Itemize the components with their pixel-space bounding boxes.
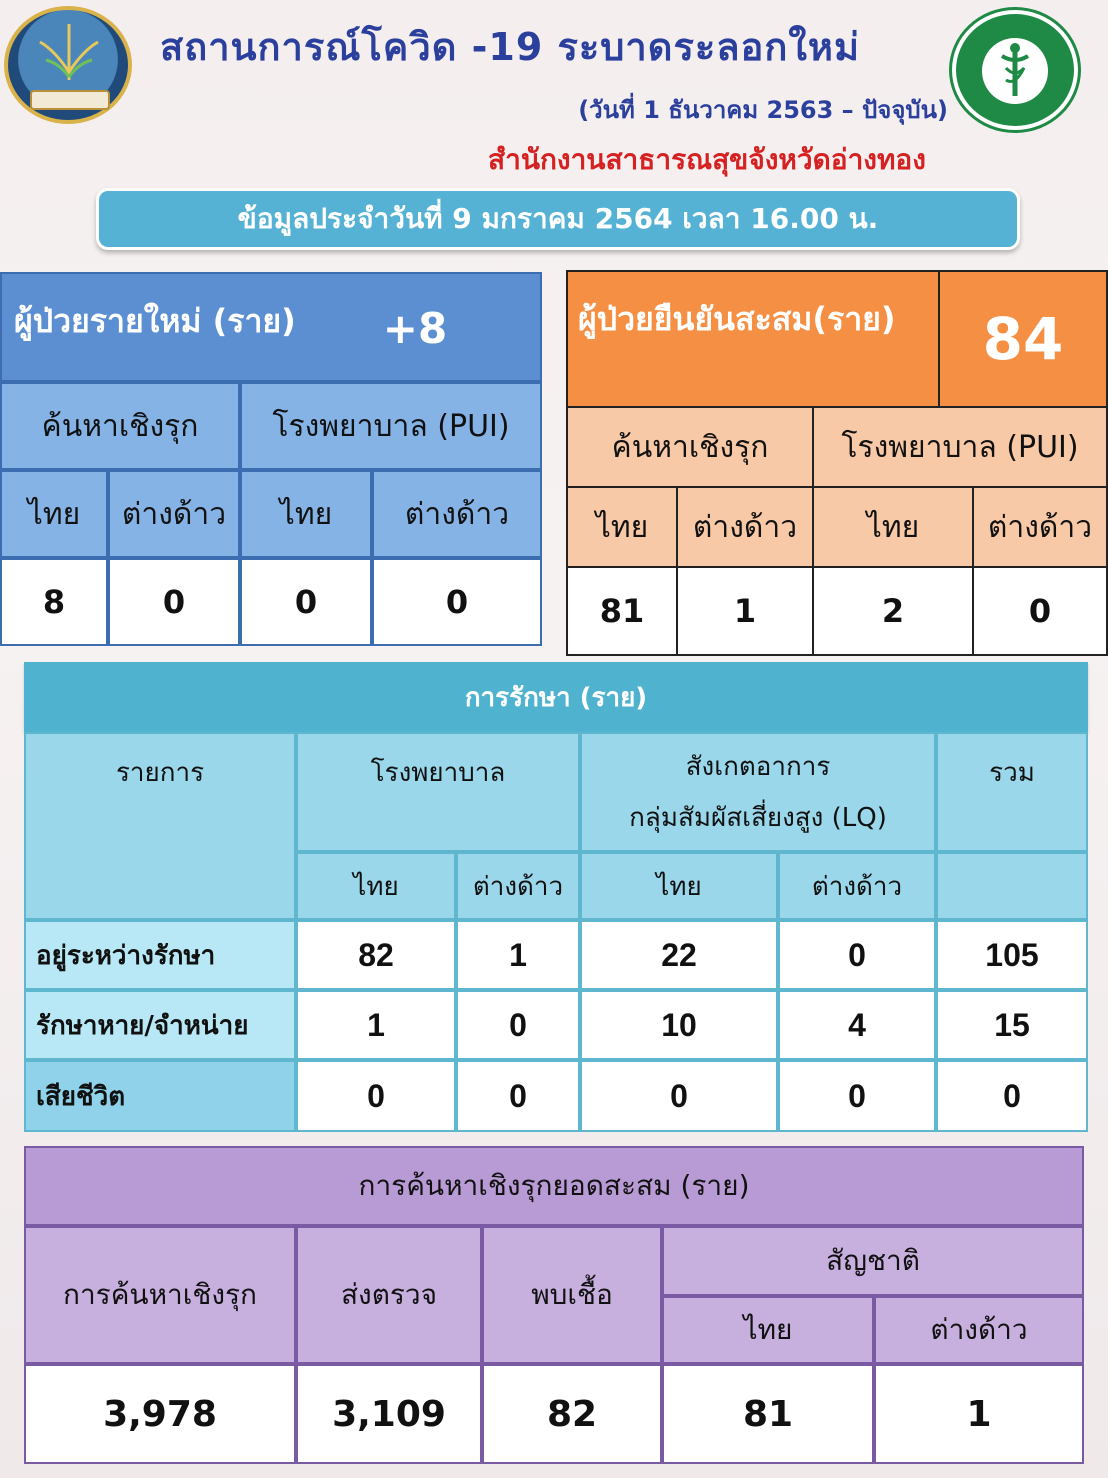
treatment-cell: 0 xyxy=(580,1060,778,1132)
new-cases-col-thai: ไทย xyxy=(240,470,372,558)
treatment-cell: 4 xyxy=(778,990,936,1060)
active-search-col-nationality: สัญชาติ xyxy=(662,1226,1084,1296)
treatment-col-thai: ไทย xyxy=(296,852,456,920)
treatment-col-foreign: ต่างด้าว xyxy=(778,852,936,920)
treatment-cell: 1 xyxy=(296,990,456,1060)
new-cases-cell: 0 xyxy=(372,558,542,646)
new-cases-col-foreign: ต่างด้าว xyxy=(372,470,542,558)
active-search-col-found: พบเชื้อ xyxy=(482,1226,662,1364)
date-banner: ข้อมูลประจำวันที่ 9 มกราคม 2564 เวลา 16.00 น. xyxy=(96,188,1020,250)
treatment-col-item: รายการ xyxy=(24,732,296,920)
cumulative-cell: 2 xyxy=(812,566,974,656)
treatment-row-label: รักษาหาย/จำหน่าย xyxy=(24,990,296,1060)
cumulative-label: ผู้ป่วยยืนยันสะสม(ราย) xyxy=(566,270,940,408)
new-cases-group-hospital: โรงพยาบาล (PUI) xyxy=(240,382,542,470)
treatment-col-observe-line1: สังเกตอาการ xyxy=(685,752,831,782)
treatment-cell: 1 xyxy=(456,920,580,990)
cumulative-group-hospital: โรงพยาบาล (PUI) xyxy=(812,406,1108,488)
treatment-cell: 0 xyxy=(456,990,580,1060)
new-cases-col-foreign: ต่างด้าว xyxy=(108,470,240,558)
cumulative-cell: 0 xyxy=(972,566,1108,656)
treatment-row-label: เสียชีวิต xyxy=(24,1060,296,1132)
treatment-col-foreign: ต่างด้าว xyxy=(456,852,580,920)
treatment-row-label: อยู่ระหว่างรักษา xyxy=(24,920,296,990)
new-cases-cell: 0 xyxy=(240,558,372,646)
treatment-col-thai: ไทย xyxy=(580,852,778,920)
active-search-col-search: การค้นหาเชิงรุก xyxy=(24,1226,296,1364)
cumulative-cell: 1 xyxy=(676,566,814,656)
treatment-cell-total: 15 xyxy=(936,990,1088,1060)
treatment-cell: 0 xyxy=(778,1060,936,1132)
treatment-cell: 0 xyxy=(778,920,936,990)
new-cases-col-thai: ไทย xyxy=(0,470,108,558)
active-search-title: การค้นหาเชิงรุกยอดสะสม (ราย) xyxy=(24,1146,1084,1226)
active-search-cell: 3,109 xyxy=(296,1364,482,1464)
period-subtitle: (วันที่ 1 ธันวาคม 2563 – ปัจจุบัน) xyxy=(578,96,948,124)
treatment-col-total-blank xyxy=(936,852,1088,920)
new-cases-value: +8 xyxy=(382,303,448,353)
treatment-cell: 22 xyxy=(580,920,778,990)
office-name: สำนักงานสาธารณสุขจังหวัดอ่างทอง xyxy=(488,143,926,176)
ministry-of-public-health-seal-icon xyxy=(952,10,1078,130)
active-search-col-thai: ไทย xyxy=(662,1296,874,1364)
treatment-cell: 82 xyxy=(296,920,456,990)
page-title: สถานการณ์โควิด -19 ระบาดระลอกใหม่ xyxy=(160,25,861,69)
treatment-cell-total: 105 xyxy=(936,920,1088,990)
active-search-cell: 82 xyxy=(482,1364,662,1464)
cumulative-col-foreign: ต่างด้าว xyxy=(972,486,1108,568)
treatment-col-observe xyxy=(580,732,936,852)
cumulative-col-thai: ไทย xyxy=(812,486,974,568)
active-search-cell: 1 xyxy=(874,1364,1084,1464)
treatment-col-total: รวม xyxy=(936,732,1088,852)
provincial-seal-icon xyxy=(4,6,132,124)
active-search-col-tested: ส่งตรวจ xyxy=(296,1226,482,1364)
active-search-cell: 81 xyxy=(662,1364,874,1464)
active-search-col-foreign: ต่างด้าว xyxy=(874,1296,1084,1364)
cumulative-col-thai: ไทย xyxy=(566,486,678,568)
new-cases-group-active: ค้นหาเชิงรุก xyxy=(0,382,240,470)
treatment-cell-total: 0 xyxy=(936,1060,1088,1132)
new-cases-cell: 0 xyxy=(108,558,240,646)
treatment-cell: 0 xyxy=(456,1060,580,1132)
treatment-cell: 0 xyxy=(296,1060,456,1132)
cumulative-col-foreign: ต่างด้าว xyxy=(676,486,814,568)
new-cases-label: ผู้ป่วยรายใหม่ (ราย) xyxy=(0,272,542,382)
cumulative-group-active: ค้นหาเชิงรุก xyxy=(566,406,814,488)
active-search-cell: 3,978 xyxy=(24,1364,296,1464)
cumulative-value: 84 xyxy=(938,270,1108,408)
treatment-col-observe-line2: กลุ่มสัมผัสเสี่ยงสูง (LQ) xyxy=(629,803,887,833)
treatment-col-hospital: โรงพยาบาล xyxy=(296,732,580,852)
new-cases-cell: 8 xyxy=(0,558,108,646)
treatment-cell: 10 xyxy=(580,990,778,1060)
treatment-title: การรักษา (ราย) xyxy=(24,662,1088,732)
cumulative-cell: 81 xyxy=(566,566,678,656)
